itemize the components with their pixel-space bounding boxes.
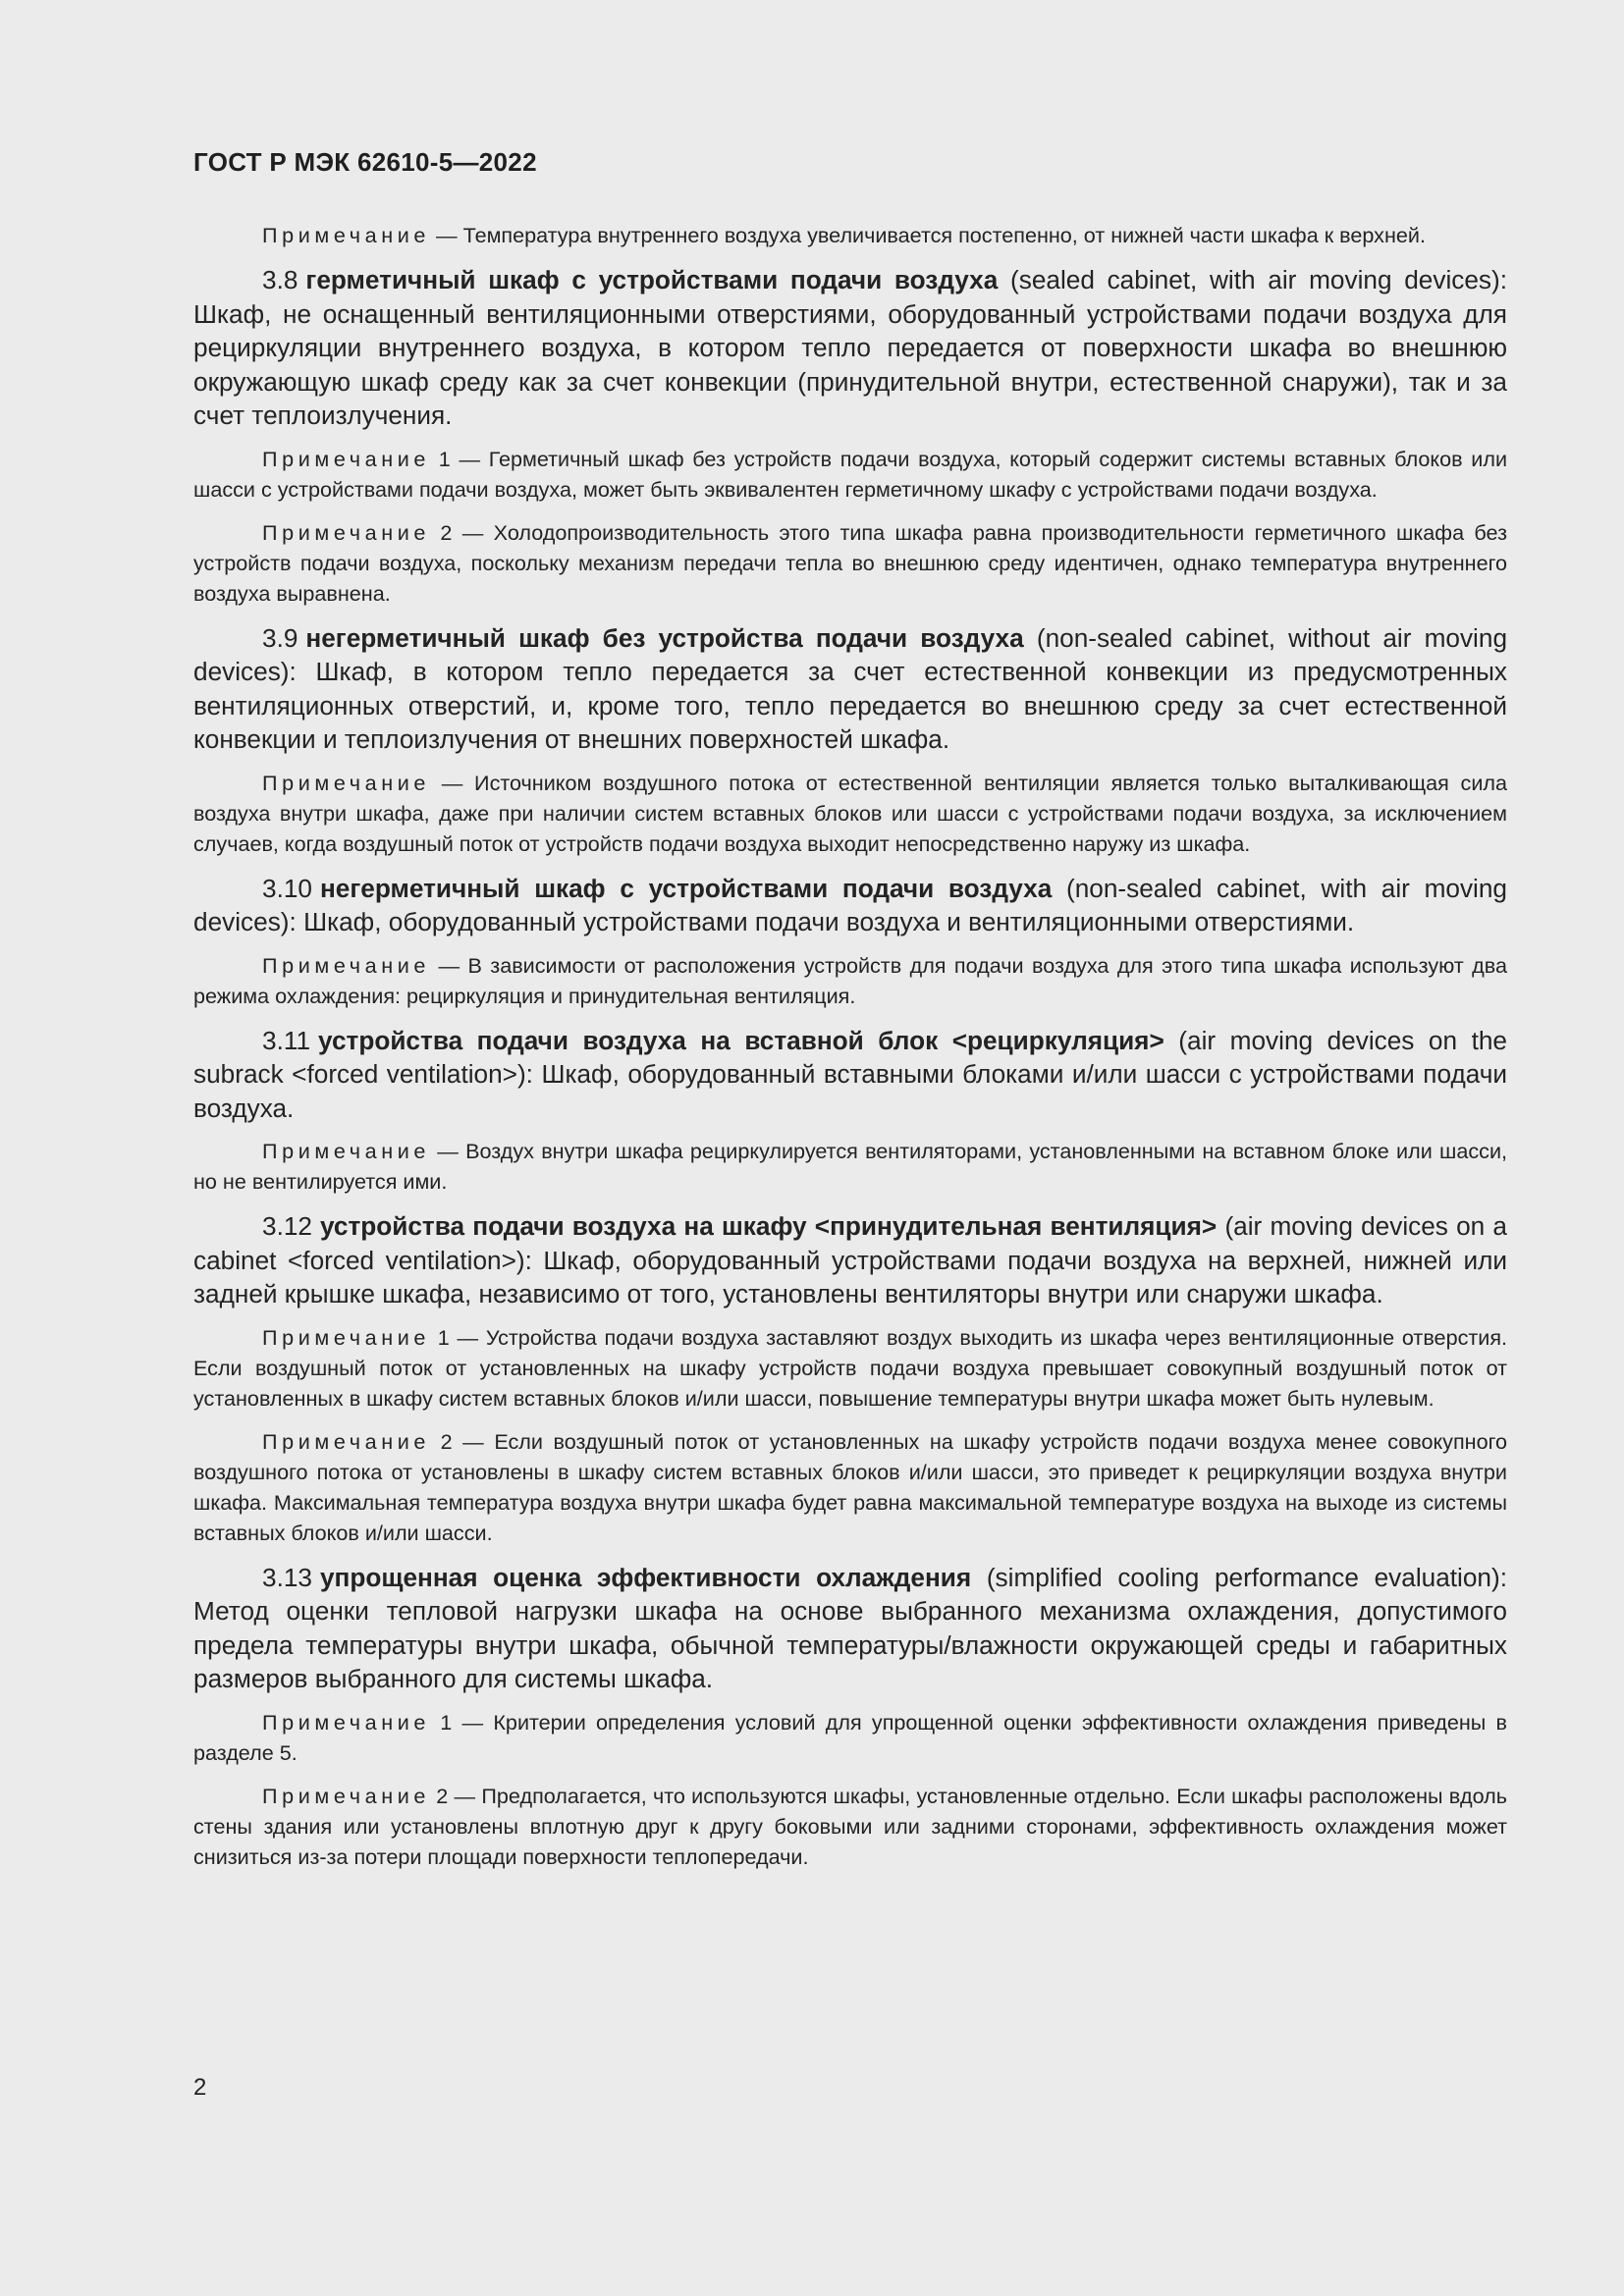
note-number: 1 [440, 1709, 453, 1735]
definition-text: (non-sealed cabinet, with air moving devices): Шкаф, оборудованный устройствами подачи воздуха и вентиляционными отверстиями. [193, 873, 1507, 936]
clause-number: 3.8 [262, 265, 298, 294]
definition-paragraph [193, 1209, 1507, 1311]
term-name: устройства подачи воздуха на шкафу <принудительная вентиляция> [319, 1211, 1218, 1241]
note-paragraph [193, 1322, 1507, 1414]
note-paragraph [193, 950, 1507, 1011]
definition-text: (non-sealed cabinet, without air moving devices): Шкаф, в котором тепло передается за счет естественной конвекции из предусмотренных вентиляционных отверстий, и, кроме того, тепло передается во внешнюю среду за счет естественной конвекции и теплоизлучения от внешних поверхностей шкафа. [193, 622, 1508, 754]
definition-paragraph [193, 1024, 1507, 1126]
document-body [193, 220, 1507, 1885]
clause-number: 3.9 [262, 622, 298, 653]
definition-text: (air moving devices on a cabinet <forced ventilation>): Шкаф, оборудованный устройствами подачи воздуха на верхней, нижней или задней крышке шкафа, независимо от того, установлены вентиляторы внутри или снаружи шкафа. [193, 1211, 1508, 1308]
clause-number: 3.11 [262, 1025, 311, 1055]
note-text: — Температура внутреннего воздуха увеличивается постепенно, от нижней части шкафа к верхней. [436, 223, 1426, 247]
note-text: — Холодопроизводительность этого типа шкафа равна производительности герметичного шкафа без устройств подачи воздуха, поскольку механизм передачи тепла во внешнюю среду идентичен, однако температура внутреннего воздуха выравнена. [193, 519, 1507, 606]
note-number: 2 [440, 1428, 453, 1454]
note-paragraph [193, 1707, 1507, 1768]
note-paragraph [193, 768, 1507, 859]
note-label: Примечание [262, 223, 430, 247]
definition-paragraph [193, 621, 1507, 757]
note-paragraph [193, 220, 1507, 250]
note-label: Примечание [262, 952, 430, 978]
note-text: — В зависимости от расположения устройств для подачи воздуха для этого типа шкафа используют два режима охлаждения: рециркуляция и принудительная вентиляция. [193, 952, 1508, 1008]
note-label: Примечание [262, 1324, 430, 1350]
note-text: — Критерии определения условий для упрощенной оценки эффективности охлаждения приведены в разделе 5. [193, 1709, 1508, 1765]
note-label: Примечание [262, 519, 430, 545]
note-label: Примечание [262, 1709, 430, 1735]
term-name: устройства подачи воздуха на вставной блок <рециркуляция> [318, 1025, 1164, 1055]
note-text: — Воздух внутри шкафа рециркулируется вентиляторами, установленными на вставном блоке или шасси, но не вентилируется ими. [193, 1139, 1508, 1194]
note-paragraph [193, 444, 1507, 505]
note-paragraph [193, 1781, 1507, 1872]
note-text: — Герметичный шкаф без устройств подачи воздуха, который содержит системы вставных блоков или шасси с устройствами подачи воздуха, может быть эквивалентен герметичному шкафу с устройствами подачи воздуха. [193, 446, 1508, 502]
definition-paragraph [193, 263, 1507, 433]
note-paragraph [193, 1136, 1507, 1197]
definition-text: (air moving devices on the subrack <forced ventilation>): Шкаф, оборудованный вставными блоками и/или шасси с устройствами подачи воздуха. [193, 1025, 1507, 1123]
note-label: Примечание [262, 446, 430, 471]
note-label: Примечание [262, 1428, 430, 1454]
note-number: 1 [437, 1324, 450, 1350]
note-text: — Устройства подачи воздуха заставляют воздух выходить из шкафа через вентиляционные отверстия. Если воздушный поток от установленных на шкафу устройств подачи воздуха превышает совокупный воздушный поток от установленных в шкафу систем вставных блоков и/или шасси, повышение температуры внутри шкафа может быть нулевым. [193, 1324, 1508, 1411]
note-paragraph [193, 1426, 1507, 1548]
note-paragraph [193, 517, 1507, 609]
clause-number: 3.13 [262, 1562, 312, 1592]
note-number: 2 [436, 1783, 449, 1808]
term-name: упрощенная оценка эффективности охлаждения [319, 1562, 972, 1592]
note-text: — Предполагается, что используются шкафы, установленные отдельно. Если шкафы расположены вдоль стены здания или установлены вплотную друг к другу боковыми или задними сторонами, эффективность охлаждения может снизиться из-за потери площади поверхности теплопередачи. [193, 1783, 1507, 1869]
term-name: герметичный шкаф с устройствами подачи воздуха [305, 265, 999, 294]
note-text: — Если воздушный поток от установленных на шкафу устройств подачи воздуха менее совокупного воздушного потока от установлены в шкафу систем вставных блоков и/или шасси, это приведет к рециркуляции воздуха внутри шкафа. Максимальная температура воздуха внутри шкафа будет равна максимальной температуре воздуха на выходе из системы вставных блоков и/или шасси. [193, 1428, 1508, 1545]
definition-text: (simplified cooling performance evaluation): Метод оценки тепловой нагрузки шкафа на основе выбранного механизма охлаждения, допустимого предела температуры внутри шкафа, обычной температуры/влажности окружающей среды и габаритных размеров выбранного для системы шкафа. [193, 1562, 1507, 1693]
note-label: Примечание [262, 770, 430, 795]
note-number: 1 [438, 446, 451, 471]
document-header: ГОСТ Р МЭК 62610-5—2022 [193, 147, 537, 177]
note-text: — Источником воздушного потока от естественной вентиляции является только выталкивающая сила воздуха внутри шкафа, даже при наличии систем вставных блоков или шасси с устройствами подачи воздуха, за исключением случаев, когда воздушный поток от устройств подачи воздуха выходит непосредственно наружу из шкафа. [193, 770, 1507, 856]
term-name: негерметичный шкаф без устройства подачи воздуха [305, 622, 1024, 653]
note-number: 2 [440, 519, 453, 545]
page-number: 2 [193, 2074, 207, 2101]
note-label: Примечание [262, 1783, 430, 1808]
definition-text: (sealed cabinet, with air moving devices): Шкаф, не оснащенный вентиляционными отверстиями, оборудованный устройствами подачи воздуха для рециркуляции внутреннего воздуха, в котором тепло передается от поверхности шкафа во внешнюю окружающую шкаф среду как за счет конвекции (принудительной внутри, естественной снаружи), так и за счет теплоизлучения. [193, 265, 1508, 430]
clause-number: 3.12 [262, 1211, 312, 1241]
definition-paragraph [193, 872, 1507, 939]
clause-number: 3.10 [262, 873, 312, 903]
note-label: Примечание [262, 1139, 430, 1163]
term-name: негерметичный шкаф с устройствами подачи воздуха [319, 873, 1053, 903]
definition-paragraph [193, 1561, 1507, 1696]
